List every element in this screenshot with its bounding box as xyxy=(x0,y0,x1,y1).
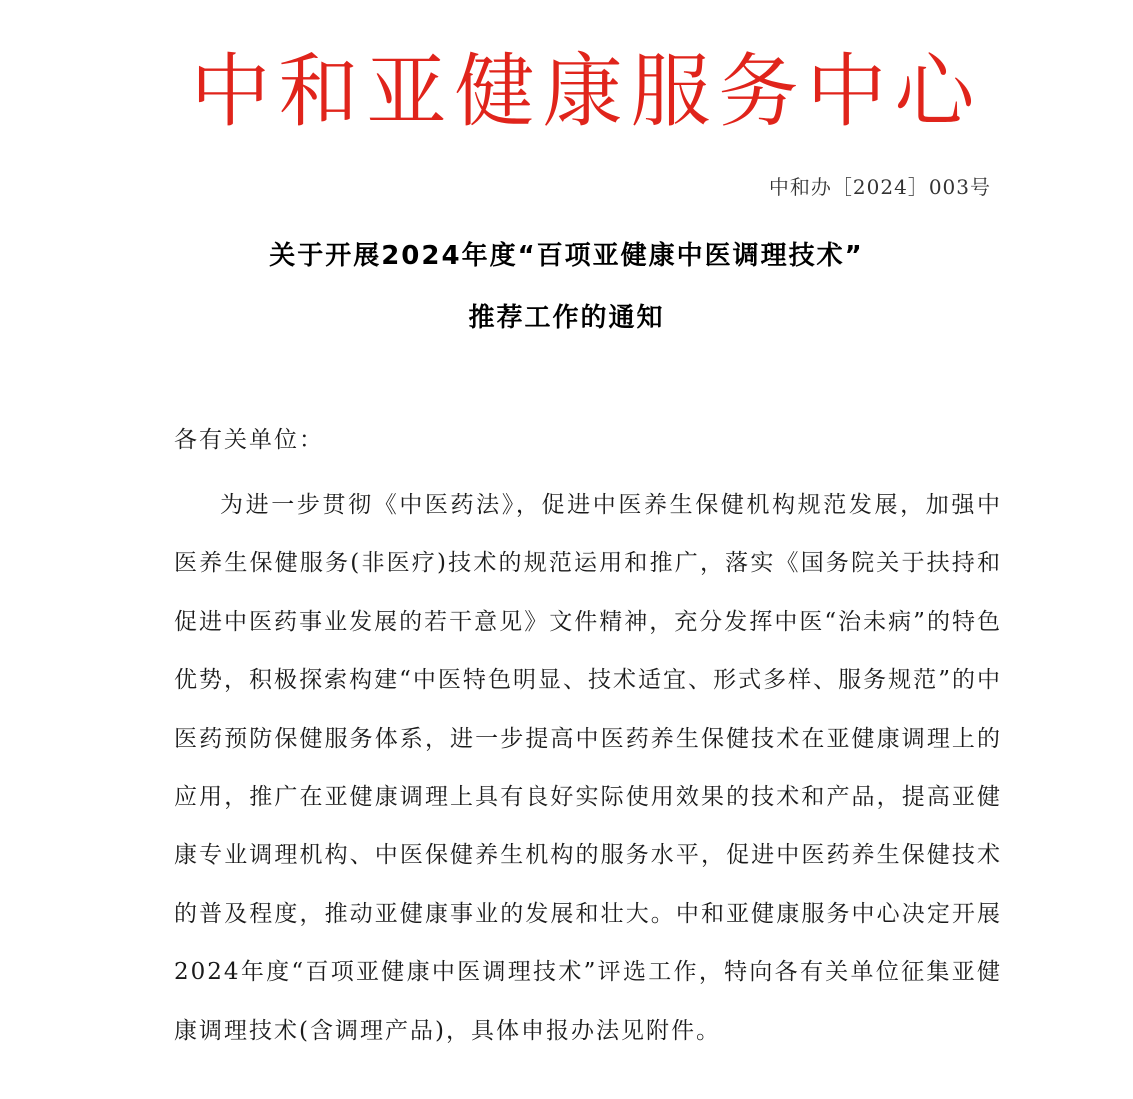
salutation: 各有关单位： xyxy=(174,427,324,453)
document-title-line1: 关于开展2024年度“百项亚健康中医调理技术” xyxy=(269,241,864,271)
document-title-line2: 推荐工作的通知 xyxy=(468,303,665,333)
document-number: 中和办［2024］003号 xyxy=(768,175,991,199)
body-paragraph: 为进一步贯彻《中医药法》，促进中医养生保健机构规范发展，加强中医养生保健服务(非医疗)技术的规范运用和推广，落实《国务院关于扶持和促进中医药事业发展的若干意见》文件精神，充分发挥中医“治未病”的特色优势，积极探索构建“中医特色明显、技术适宜、形式多样、服务规范”的中医药预防保健服务体系，进一步提高中医药养生保健技术在亚健康调理上的应用，推广在亚健康调理上具有良好实际使用效果的技术和产品，提高亚健康专业调理机构、中医保健养生机构的服务水平，促进中医药养生保健技术的普及程度，推动亚健康事业的发展和壮大。中和亚健康服务中心决定开展2024年度“百项亚健康中医调理技术”评选工作，特向各有关单位征集亚健康调理技术(含调理产品)，具体申报办法见附件。 xyxy=(174,492,1002,1044)
organization-header: 中和亚健康服务中心 xyxy=(190,45,983,138)
